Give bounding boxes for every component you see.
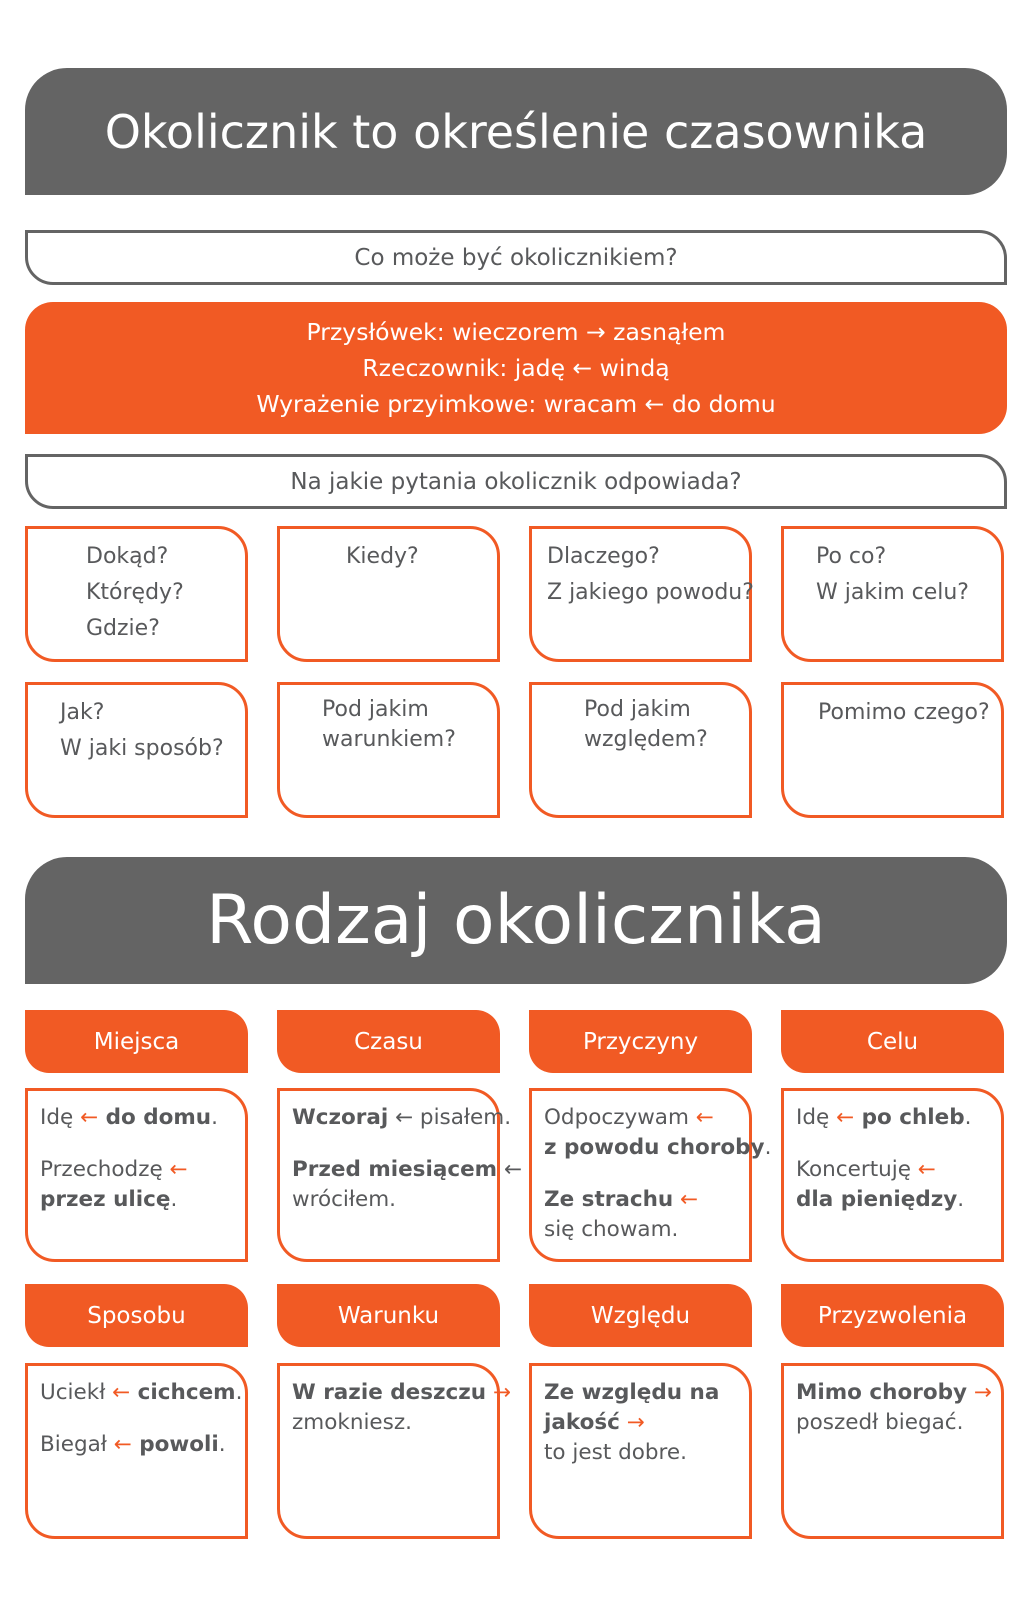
example: Wczoraj ← pisałem. (292, 1105, 512, 1130)
example: Idę ← do domu. (40, 1105, 218, 1130)
example-box (529, 1088, 772, 1262)
question-line: warunkiem? (322, 727, 456, 752)
question-line: Jak? (60, 700, 105, 725)
arrow-left-icon: ← (695, 1105, 714, 1130)
category-label: Warunku (337, 1302, 440, 1329)
example: Mimo choroby → poszedł biegać. (796, 1380, 992, 1435)
question-line: względem? (584, 727, 708, 752)
question-box (529, 526, 752, 662)
example: Biegał ← powoli. (40, 1432, 226, 1457)
category-header (277, 1284, 500, 1347)
example: Odpoczywam ← z powodu choroby. (544, 1105, 772, 1160)
category-label: Względu (590, 1302, 691, 1329)
category-header (277, 1010, 500, 1073)
question-line: Dlaczego? (547, 544, 660, 569)
example-line: Przysłówek: wieczorem → zasnąłem (306, 318, 726, 346)
example: W razie deszczu → zmokniesz. (292, 1380, 511, 1435)
arrow-left-icon: ← (169, 1157, 188, 1182)
question-line: Kiedy? (346, 544, 419, 569)
question-box (529, 682, 752, 818)
example: Uciekł ← cichcem. (40, 1380, 243, 1405)
arrow-left-icon: ← (503, 1157, 522, 1182)
category-header (25, 1284, 248, 1347)
question-bar (25, 454, 1007, 509)
arrow-right-icon: → (492, 1380, 511, 1405)
category-header (781, 1284, 1004, 1347)
arrow-left-icon: ← (917, 1157, 936, 1182)
question-box (277, 526, 500, 662)
category-label: Miejsca (93, 1028, 180, 1055)
example: Ze względu na jakość → to jest dobre. (544, 1380, 720, 1465)
example-box (781, 1088, 1004, 1262)
question-line: Którędy? (86, 580, 184, 605)
question-line: Pod jakim (322, 697, 429, 722)
arrow-right-icon: → (973, 1380, 992, 1405)
question-box (781, 682, 1004, 818)
section-title: Rodzaj okolicznika (206, 881, 826, 960)
question-line: W jakim celu? (816, 580, 969, 605)
category-header (781, 1010, 1004, 1073)
question-text: Co może być okolicznikiem? (354, 244, 678, 271)
question-line: Pod jakim (584, 697, 691, 722)
section-title-banner (25, 857, 1007, 984)
question-box (277, 682, 500, 818)
category-label: Przyzwolenia (817, 1302, 968, 1329)
arrow-left-icon: ← (395, 1105, 414, 1130)
category-label: Czasu (354, 1028, 423, 1055)
question-bar (25, 230, 1007, 285)
arrow-left-icon: ← (680, 1187, 699, 1212)
category-label: Sposobu (87, 1302, 186, 1329)
category-header (529, 1010, 752, 1073)
question-box (25, 682, 248, 818)
question-line: Dokąd? (86, 544, 169, 569)
category-label: Przyczyny (582, 1028, 699, 1055)
question-line: Po co? (816, 544, 887, 569)
category-header (25, 1010, 248, 1073)
page-title-banner (25, 68, 1007, 195)
example-box (529, 1363, 752, 1539)
examples-panel (25, 302, 1007, 434)
arrow-left-icon: ← (836, 1105, 855, 1130)
example-line: Rzeczownik: jadę ← windą (362, 354, 670, 382)
question-box (25, 526, 248, 662)
category-header (529, 1284, 752, 1347)
example: Ze strachu ← się chowam. (544, 1187, 699, 1242)
example: Koncertuję ← dla pieniędzy. (796, 1157, 965, 1212)
example-line: Wyrażenie przyimkowe: wracam ← do domu (256, 390, 776, 418)
example-box (781, 1363, 1004, 1539)
page-title: Okolicznik to określenie czasownika (104, 104, 928, 159)
example: Przechodzę ← przez ulicę. (40, 1157, 188, 1212)
question-box (781, 526, 1004, 662)
question-line: Z jakiego powodu? (547, 580, 754, 605)
arrow-right-icon: → (626, 1410, 645, 1435)
example-box (25, 1363, 248, 1539)
category-label: Celu (866, 1028, 919, 1055)
example-box (25, 1088, 248, 1262)
arrow-left-icon: ← (113, 1432, 132, 1457)
question-line: Gdzie? (86, 616, 160, 641)
example: Przed miesiącem ← wróciłem. (292, 1157, 522, 1212)
example-box (277, 1363, 511, 1539)
arrow-left-icon: ← (112, 1380, 131, 1405)
arrow-left-icon: ← (80, 1105, 99, 1130)
question-text: Na jakie pytania okolicznik odpowiada? (290, 468, 742, 495)
example-box (277, 1088, 522, 1262)
question-line: W jaki sposób? (60, 736, 224, 761)
example: Idę ← po chleb. (796, 1105, 972, 1130)
question-line: Pomimo czego? (818, 700, 990, 725)
